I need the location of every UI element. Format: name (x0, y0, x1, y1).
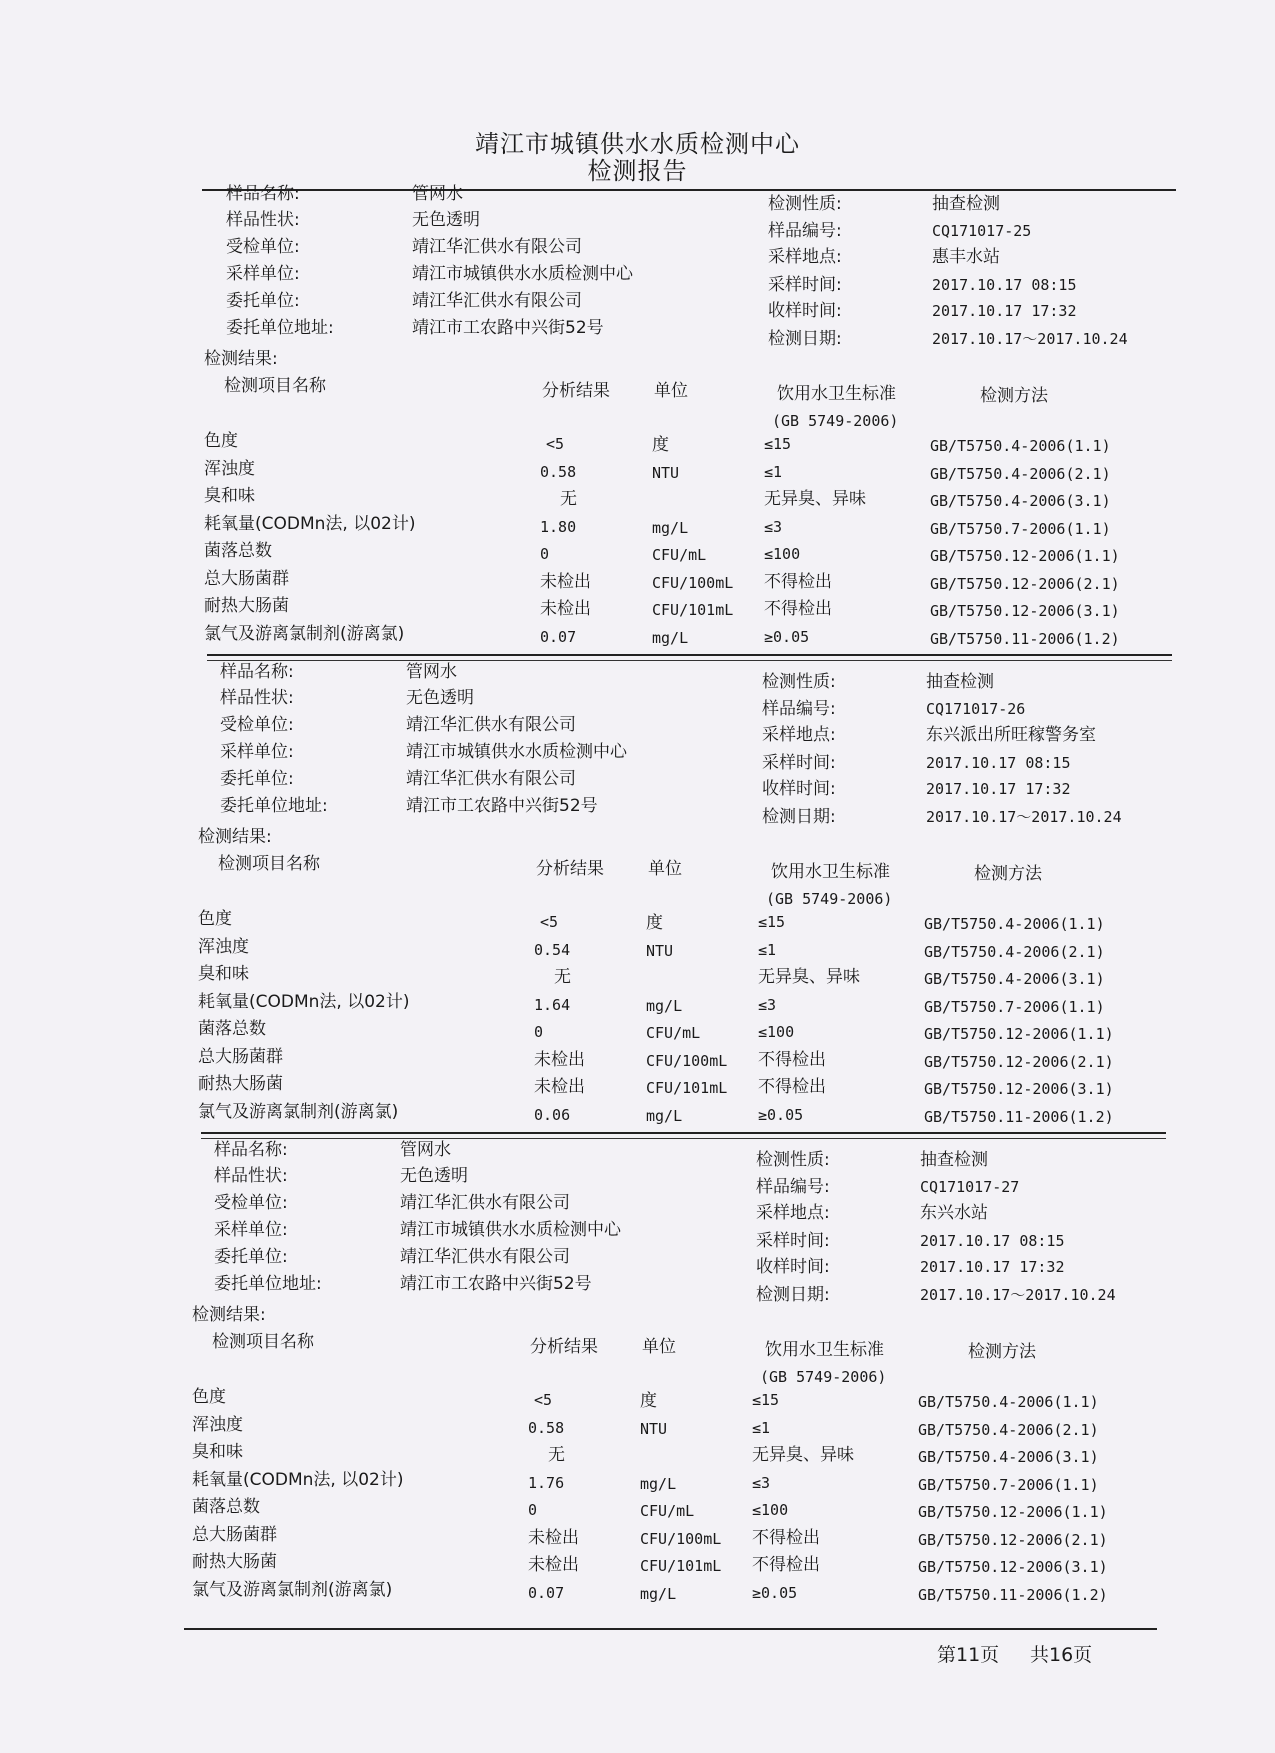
table-row-item-name: 耐热大肠菌 (192, 1552, 277, 1572)
table-cell-method: GB/T5750.12-2006(1.1) (924, 1025, 1114, 1043)
field-value-sample-name: 管网水 (400, 1140, 451, 1160)
table-cell-standard: 无异臭、异味 (758, 967, 860, 987)
table-cell-standard: 无异臭、异味 (764, 489, 866, 509)
field-label-receipt-time: 收样时间: (762, 779, 836, 799)
field-label-test-date: 检测日期: (762, 807, 836, 827)
table-cell-result: <5 (540, 913, 559, 931)
table-row-item-name: 耗氧量(CODMn法, 以02计) (192, 1470, 404, 1490)
table-row-item-name: 浑浊度 (204, 459, 255, 479)
sample-block (0, 478, 1269, 1126)
table-row-item-name: 色度 (198, 909, 232, 929)
field-value-client-address: 靖江市工农路中兴街52号 (406, 796, 598, 816)
table-cell-method: GB/T5750.4-2006(3.1) (930, 492, 1111, 510)
block-separator (201, 1132, 1166, 1134)
column-header-standard-ref: (GB 5749-2006) (766, 890, 893, 908)
column-header-item: 检测项目名称 (218, 854, 320, 874)
table-row-item-name: 氯气及游离氯制剂(游离氯) (192, 1580, 393, 1600)
results-heading: 检测结果: (204, 349, 278, 369)
page-total: 共16页 (1030, 1644, 1093, 1666)
column-header-unit: 单位 (642, 1337, 676, 1357)
table-cell-standard: ≤1 (764, 463, 783, 481)
column-header-method: 检测方法 (968, 1342, 1036, 1362)
field-label-sample-trait: 样品性状: (220, 688, 294, 708)
table-row-item-name: 氯气及游离氯制剂(游离氯) (204, 624, 405, 644)
column-header-standard-ref: (GB 5749-2006) (772, 412, 899, 430)
table-cell-standard: ≤100 (764, 545, 801, 563)
field-value-inspected-unit: 靖江华汇供水有限公司 (400, 1193, 570, 1213)
table-cell-result: 0.58 (528, 1419, 565, 1437)
field-value-test-nature: 抽查检测 (926, 672, 994, 692)
table-cell-unit: NTU (640, 1420, 668, 1438)
table-cell-unit: 度 (646, 913, 663, 933)
table-cell-result: 未检出 (540, 599, 591, 619)
field-label-test-date: 检测日期: (768, 329, 842, 349)
field-label-sample-trait: 样品性状: (226, 210, 300, 230)
table-cell-method: GB/T5750.11-2006(1.2) (918, 1586, 1108, 1604)
table-cell-method: GB/T5750.7-2006(1.1) (918, 1476, 1099, 1494)
results-heading: 检测结果: (192, 1305, 266, 1325)
table-cell-standard: ≤1 (752, 1419, 771, 1437)
field-label-sample-no: 样品编号: (768, 221, 842, 241)
column-header-standard: 饮用水卫生标准 (777, 384, 896, 404)
field-label-sample-trait: 样品性状: (214, 1166, 288, 1186)
table-cell-standard: ≤15 (764, 435, 792, 453)
block-separator-thin (207, 660, 1172, 661)
table-cell-unit: 度 (640, 1391, 657, 1411)
field-value-sampling-unit: 靖江市城镇供水水质检测中心 (400, 1220, 621, 1240)
field-value-sample-name: 管网水 (412, 184, 463, 204)
table-row-item-name: 臭和味 (198, 964, 249, 984)
table-cell-method: GB/T5750.12-2006(3.1) (918, 1558, 1108, 1576)
table-cell-method: GB/T5750.12-2006(2.1) (930, 575, 1120, 593)
table-cell-unit: mg/L (652, 629, 689, 647)
table-cell-result: 1.80 (540, 518, 577, 536)
table-cell-unit: NTU (652, 464, 680, 482)
table-cell-standard: ≤100 (752, 1501, 789, 1519)
field-label-receipt-time: 收样时间: (756, 1257, 830, 1277)
field-value-client-unit: 靖江华汇供水有限公司 (412, 291, 582, 311)
field-value-sampling-time: 2017.10.17 08:15 (932, 276, 1077, 294)
field-label-client-unit: 委托单位: (214, 1247, 288, 1267)
field-value-sampling-site: 东兴水站 (920, 1203, 988, 1223)
table-cell-result: 无 (560, 489, 577, 509)
field-label-sampling-site: 采样地点: (756, 1203, 830, 1223)
table-cell-method: GB/T5750.12-2006(2.1) (918, 1531, 1108, 1549)
table-cell-unit: CFU/100mL (652, 574, 734, 592)
table-cell-standard: 不得检出 (752, 1555, 820, 1575)
footer-rule (184, 1628, 1157, 1630)
field-label-inspected-unit: 受检单位: (214, 1193, 288, 1213)
field-value-sample-trait: 无色透明 (406, 688, 474, 708)
table-cell-unit: mg/L (646, 1107, 683, 1125)
table-cell-result: 0 (528, 1501, 538, 1519)
table-cell-unit: mg/L (640, 1585, 677, 1603)
table-cell-method: GB/T5750.12-2006(2.1) (924, 1053, 1114, 1071)
table-cell-standard: ≥0.05 (758, 1106, 804, 1124)
column-header-method: 检测方法 (974, 864, 1042, 884)
table-cell-unit: mg/L (652, 519, 689, 537)
field-value-receipt-time: 2017.10.17 17:32 (920, 1258, 1065, 1276)
column-header-result: 分析结果 (536, 859, 604, 879)
field-label-sampling-site: 采样地点: (768, 247, 842, 267)
table-cell-standard: 不得检出 (758, 1077, 826, 1097)
table-row-item-name: 菌落总数 (198, 1019, 266, 1039)
table-cell-result: 0.58 (540, 463, 577, 481)
table-cell-result: 未检出 (528, 1528, 579, 1548)
column-header-standard-ref: (GB 5749-2006) (760, 1368, 887, 1386)
table-cell-method: GB/T5750.11-2006(1.2) (924, 1108, 1114, 1126)
table-cell-standard: ≤3 (764, 518, 783, 536)
column-header-item: 检测项目名称 (224, 376, 326, 396)
field-label-sample-no: 样品编号: (756, 1177, 830, 1197)
field-value-sample-trait: 无色透明 (400, 1166, 468, 1186)
field-label-test-date: 检测日期: (756, 1285, 830, 1305)
table-cell-standard: ≥0.05 (752, 1584, 798, 1602)
table-cell-method: GB/T5750.4-2006(2.1) (930, 465, 1111, 483)
field-value-sampling-site: 惠丰水站 (932, 247, 1000, 267)
table-cell-unit: 度 (652, 435, 669, 455)
column-header-method: 检测方法 (980, 386, 1048, 406)
field-value-test-nature: 抽查检测 (932, 194, 1000, 214)
table-cell-unit: NTU (646, 942, 674, 960)
field-value-client-unit: 靖江华汇供水有限公司 (400, 1247, 570, 1267)
field-value-client-address: 靖江市工农路中兴街52号 (412, 318, 604, 338)
field-value-test-date: 2017.10.17～2017.10.24 (926, 808, 1122, 826)
field-value-sampling-time: 2017.10.17 08:15 (920, 1232, 1065, 1250)
table-cell-method: GB/T5750.12-2006(1.1) (930, 547, 1120, 565)
table-cell-unit: mg/L (640, 1475, 677, 1493)
table-cell-unit: CFU/100mL (640, 1530, 722, 1548)
table-row-item-name: 臭和味 (192, 1442, 243, 1462)
field-label-sample-name: 样品名称: (220, 662, 294, 682)
table-cell-result: 1.76 (528, 1474, 565, 1492)
table-cell-result: 0.07 (540, 628, 577, 646)
field-label-receipt-time: 收样时间: (768, 301, 842, 321)
table-row-item-name: 耗氧量(CODMn法, 以02计) (198, 992, 410, 1012)
field-label-client-unit: 委托单位: (220, 769, 294, 789)
table-cell-standard: ≤100 (758, 1023, 795, 1041)
report-org-title: 靖江市城镇供水水质检测中心 (475, 130, 800, 158)
field-label-sampling-unit: 采样单位: (226, 264, 300, 284)
field-label-test-nature: 检测性质: (756, 1150, 830, 1170)
table-row-item-name: 总大肠菌群 (204, 569, 289, 589)
table-row-item-name: 色度 (204, 431, 238, 451)
column-header-item: 检测项目名称 (212, 1332, 314, 1352)
field-value-client-unit: 靖江华汇供水有限公司 (406, 769, 576, 789)
table-cell-unit: CFU/101mL (646, 1079, 728, 1097)
field-label-sample-no: 样品编号: (762, 699, 836, 719)
table-cell-unit: CFU/101mL (652, 601, 734, 619)
table-cell-method: GB/T5750.4-2006(1.1) (924, 915, 1105, 933)
field-label-client-address: 委托单位地址: (226, 318, 334, 338)
table-cell-unit: CFU/mL (646, 1024, 701, 1042)
table-cell-standard: 不得检出 (758, 1050, 826, 1070)
column-header-unit: 单位 (648, 859, 682, 879)
field-value-test-date: 2017.10.17～2017.10.24 (932, 330, 1128, 348)
field-label-sampling-time: 采样时间: (768, 275, 842, 295)
field-label-sampling-time: 采样时间: (756, 1231, 830, 1251)
field-value-sampling-unit: 靖江市城镇供水水质检测中心 (412, 264, 633, 284)
table-cell-result: 未检出 (528, 1555, 579, 1575)
table-row-item-name: 耐热大肠菌 (204, 596, 289, 616)
field-label-client-unit: 委托单位: (226, 291, 300, 311)
field-label-sampling-time: 采样时间: (762, 753, 836, 773)
field-value-sampling-unit: 靖江市城镇供水水质检测中心 (406, 742, 627, 762)
sample-block (0, 0, 1275, 648)
results-heading: 检测结果: (198, 827, 272, 847)
field-value-test-nature: 抽查检测 (920, 1150, 988, 1170)
field-value-inspected-unit: 靖江华汇供水有限公司 (406, 715, 576, 735)
table-cell-result: 0 (540, 545, 550, 563)
table-row-item-name: 耗氧量(CODMn法, 以02计) (204, 514, 416, 534)
field-label-sample-name: 样品名称: (226, 184, 300, 204)
table-cell-method: GB/T5750.7-2006(1.1) (930, 520, 1111, 538)
field-value-receipt-time: 2017.10.17 17:32 (932, 302, 1077, 320)
field-value-receipt-time: 2017.10.17 17:32 (926, 780, 1071, 798)
field-label-sampling-site: 采样地点: (762, 725, 836, 745)
field-label-sample-name: 样品名称: (214, 1140, 288, 1160)
report-title: 检测报告 (587, 157, 688, 185)
field-value-sampling-site: 东兴派出所旺稼警务室 (926, 725, 1096, 745)
table-row-item-name: 耐热大肠菌 (198, 1074, 283, 1094)
table-cell-result: 未检出 (540, 572, 591, 592)
table-cell-method: GB/T5750.4-2006(2.1) (924, 943, 1105, 961)
field-value-sample-trait: 无色透明 (412, 210, 480, 230)
table-cell-standard: ≥0.05 (764, 628, 810, 646)
table-cell-result: 1.64 (534, 996, 571, 1014)
table-cell-unit: CFU/mL (652, 546, 707, 564)
table-row-item-name: 浑浊度 (198, 937, 249, 957)
table-cell-unit: CFU/101mL (640, 1557, 722, 1575)
table-row-item-name: 浑浊度 (192, 1415, 243, 1435)
field-label-client-address: 委托单位地址: (214, 1274, 322, 1294)
table-cell-standard: 无异臭、异味 (752, 1445, 854, 1465)
table-cell-standard: 不得检出 (752, 1528, 820, 1548)
table-row-item-name: 色度 (192, 1387, 226, 1407)
field-label-inspected-unit: 受检单位: (220, 715, 294, 735)
table-cell-method: GB/T5750.4-2006(2.1) (918, 1421, 1099, 1439)
table-cell-result: <5 (546, 435, 565, 453)
field-value-sample-no: CQ171017-27 (920, 1178, 1020, 1196)
table-cell-result: 0.54 (534, 941, 571, 959)
table-cell-method: GB/T5750.11-2006(1.2) (930, 630, 1120, 648)
table-cell-unit: mg/L (646, 997, 683, 1015)
field-value-sampling-time: 2017.10.17 08:15 (926, 754, 1071, 772)
table-row-item-name: 菌落总数 (204, 541, 272, 561)
table-row-item-name: 臭和味 (204, 486, 255, 506)
block-separator-thin (201, 1138, 1166, 1139)
field-label-client-address: 委托单位地址: (220, 796, 328, 816)
table-cell-method: GB/T5750.12-2006(3.1) (930, 602, 1120, 620)
sample-block (0, 956, 1263, 1604)
column-header-result: 分析结果 (542, 381, 610, 401)
table-row-item-name: 氯气及游离氯制剂(游离氯) (198, 1102, 399, 1122)
table-cell-standard: 不得检出 (764, 599, 832, 619)
table-row-item-name: 总大肠菌群 (192, 1525, 277, 1545)
field-value-sample-name: 管网水 (406, 662, 457, 682)
table-cell-result: <5 (534, 1391, 553, 1409)
field-value-client-address: 靖江市工农路中兴街52号 (400, 1274, 592, 1294)
table-cell-result: 无 (548, 1445, 565, 1465)
field-label-test-nature: 检测性质: (762, 672, 836, 692)
column-header-standard: 饮用水卫生标准 (771, 862, 890, 882)
table-cell-result: 未检出 (534, 1050, 585, 1070)
column-header-unit: 单位 (654, 381, 688, 401)
table-cell-result: 0.06 (534, 1106, 571, 1124)
table-cell-method: GB/T5750.4-2006(3.1) (918, 1448, 1099, 1466)
table-cell-method: GB/T5750.12-2006(3.1) (924, 1080, 1114, 1098)
table-cell-result: 0.07 (528, 1584, 565, 1602)
table-cell-unit: CFU/100mL (646, 1052, 728, 1070)
page-number: 第11页 (937, 1644, 1000, 1666)
field-label-sampling-unit: 采样单位: (214, 1220, 288, 1240)
field-value-sample-no: CQ171017-26 (926, 700, 1026, 718)
table-cell-method: GB/T5750.7-2006(1.1) (924, 998, 1105, 1016)
field-label-inspected-unit: 受检单位: (226, 237, 300, 257)
table-cell-standard: ≤3 (752, 1474, 771, 1492)
block-separator (207, 654, 1172, 656)
table-cell-method: GB/T5750.4-2006(1.1) (918, 1393, 1099, 1411)
table-cell-standard: 不得检出 (764, 572, 832, 592)
field-value-inspected-unit: 靖江华汇供水有限公司 (412, 237, 582, 257)
table-cell-standard: ≤15 (752, 1391, 780, 1409)
table-row-item-name: 菌落总数 (192, 1497, 260, 1517)
field-value-sample-no: CQ171017-25 (932, 222, 1032, 240)
table-cell-result: 无 (554, 967, 571, 987)
table-cell-method: GB/T5750.4-2006(3.1) (924, 970, 1105, 988)
field-label-sampling-unit: 采样单位: (220, 742, 294, 762)
table-cell-method: GB/T5750.12-2006(1.1) (918, 1503, 1108, 1521)
table-cell-standard: ≤3 (758, 996, 777, 1014)
field-label-test-nature: 检测性质: (768, 194, 842, 214)
table-cell-result: 未检出 (534, 1077, 585, 1097)
table-cell-unit: CFU/mL (640, 1502, 695, 1520)
table-cell-standard: ≤15 (758, 913, 786, 931)
table-cell-standard: ≤1 (758, 941, 777, 959)
column-header-standard: 饮用水卫生标准 (765, 1340, 884, 1360)
table-cell-method: GB/T5750.4-2006(1.1) (930, 437, 1111, 455)
field-value-test-date: 2017.10.17～2017.10.24 (920, 1286, 1116, 1304)
table-cell-result: 0 (534, 1023, 544, 1041)
table-row-item-name: 总大肠菌群 (198, 1047, 283, 1067)
column-header-result: 分析结果 (530, 1337, 598, 1357)
